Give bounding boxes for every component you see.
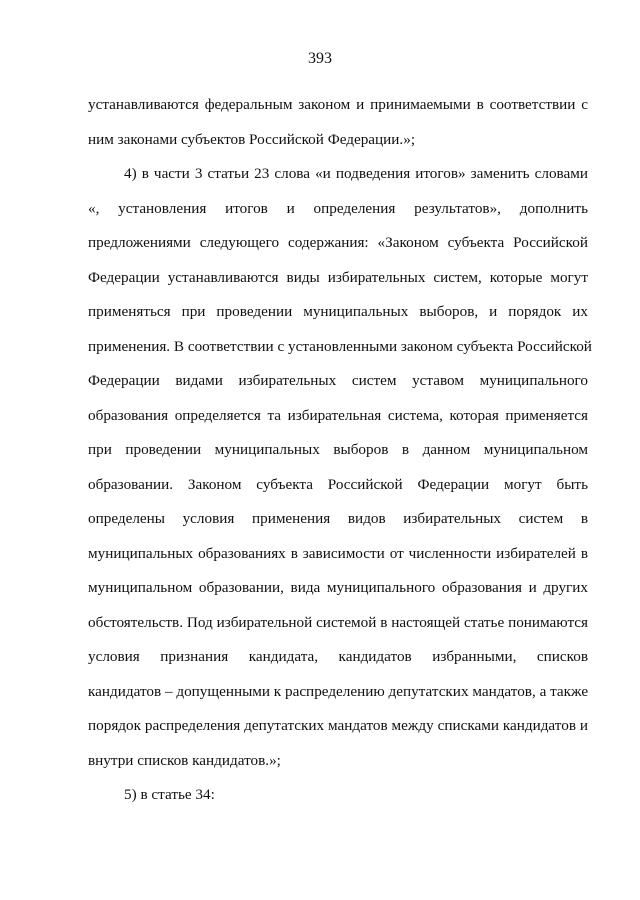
text-line: кандидатов – допущенными к распределению депутатских мандатов, а также <box>88 682 589 700</box>
text-line: Федерации видами избирательных систем уставом муниципального <box>88 372 588 389</box>
text-line: образовании. Законом субъекта Российской Федерации могут быть <box>88 475 588 493</box>
text-line: «, установления итогов и определения результатов», дополнить <box>88 199 588 217</box>
text-line: обстоятельств. Под избирательной системой в настоящей статье понимаются <box>88 613 588 631</box>
text-line: Федерации устанавливаются виды избирательных систем, которые могут <box>88 268 588 286</box>
text-line: 4) в части 3 статьи 23 слова «и подведения итогов» заменить словами <box>124 165 588 182</box>
text-line: внутри списков кандидатов.»; <box>88 751 281 769</box>
text-line: применения. В соответствии с установленными законом субъекта Российской <box>88 337 592 355</box>
text-line: условия признания кандидата, кандидатов избранными, списков <box>88 648 588 665</box>
text-line: предложениями следующего содержания: «Законом субъекта Российской <box>88 234 588 251</box>
text-line: определены условия применения видов избирательных систем в <box>88 510 588 527</box>
text-line: 5) в статье 34: <box>124 786 215 803</box>
text-line: образования определяется та избирательная система, которая применяется <box>88 406 588 424</box>
text-line: применяться при проведении муниципальных выборов, и порядок их <box>88 303 588 320</box>
page-number: 393 <box>308 50 332 67</box>
text-line: муниципальном образовании, вида муниципального образования и других <box>88 579 588 596</box>
text-line: порядок распределения депутатских мандатов между списками кандидатов и <box>88 717 588 734</box>
text-line: муниципальных образованиях в зависимости от численности избирателей в <box>88 544 588 562</box>
text-line: ним законами субъектов Российской Федерации.»; <box>88 130 416 148</box>
page-body <box>88 88 592 813</box>
text-line: устанавливаются федеральным законом и принимаемыми в соответствии с <box>88 96 588 113</box>
text-line: при проведении муниципальных выборов в данном муниципальном <box>88 441 588 458</box>
